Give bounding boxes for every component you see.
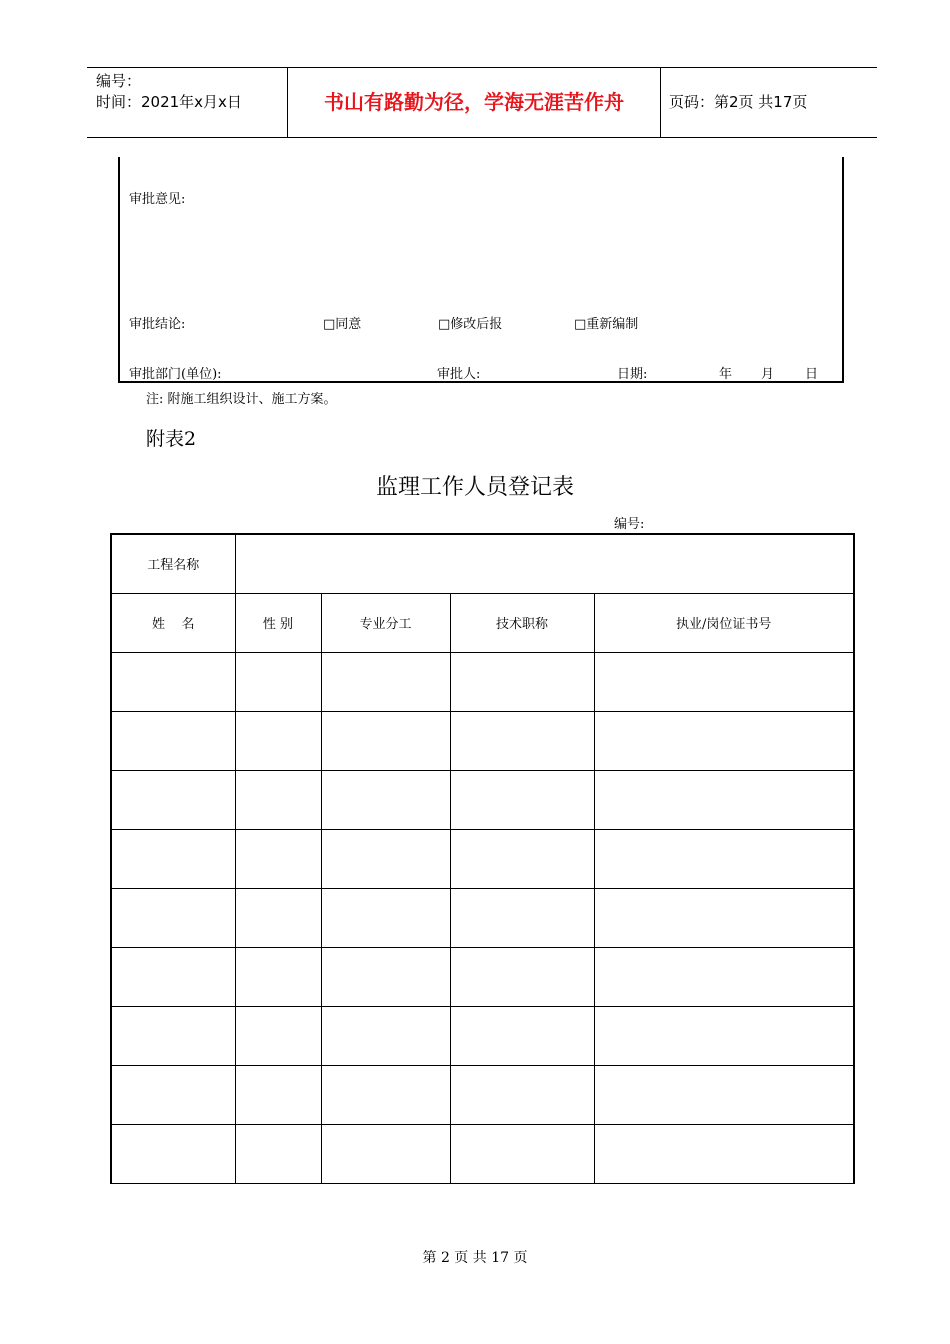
specialty-cell[interactable]	[321, 1065, 450, 1124]
specialty-cell[interactable]	[321, 1006, 450, 1065]
serial-no-label: 编号:	[614, 517, 645, 532]
table-row	[111, 711, 854, 770]
header-motto: 书山有路勤为径，学海无涯苦作舟	[324, 90, 624, 114]
title-cell[interactable]	[450, 1065, 594, 1124]
date-day-label: 日	[805, 367, 819, 382]
gender-cell[interactable]	[235, 711, 321, 770]
table-row	[111, 652, 854, 711]
staff-register-table	[110, 533, 855, 1184]
header-serial-label: 编号：	[96, 72, 142, 90]
col-header-title: 技术职称	[450, 593, 594, 652]
name-cell[interactable]	[111, 888, 235, 947]
col-header-name: 姓 名	[111, 593, 235, 652]
title-cell[interactable]	[450, 947, 594, 1006]
form-title: 监理工作人员登记表	[375, 475, 574, 500]
gender-cell[interactable]	[235, 888, 321, 947]
project-name-label: 工程名称	[111, 534, 235, 593]
table-row	[111, 770, 854, 829]
specialty-cell[interactable]	[321, 1124, 450, 1183]
certificate-cell[interactable]	[594, 829, 854, 888]
option-revise-checkbox[interactable]: □修改后报	[438, 317, 503, 332]
date-month-label: 月	[761, 367, 775, 382]
name-cell[interactable]	[111, 1065, 235, 1124]
certificate-cell[interactable]	[594, 888, 854, 947]
certificate-cell[interactable]	[594, 652, 854, 711]
gender-cell[interactable]	[235, 1065, 321, 1124]
specialty-cell[interactable]	[321, 711, 450, 770]
project-row	[111, 534, 854, 593]
title-cell[interactable]	[450, 1006, 594, 1065]
attachment-label: 附表2	[146, 428, 197, 450]
title-cell[interactable]	[450, 1124, 594, 1183]
option-agree-checkbox[interactable]: □同意	[323, 317, 362, 332]
table-row	[111, 888, 854, 947]
page-footer: 第 2 页 共 17 页	[422, 1250, 528, 1266]
certificate-cell[interactable]	[594, 1124, 854, 1183]
specialty-cell[interactable]	[321, 888, 450, 947]
title-cell[interactable]	[450, 652, 594, 711]
gender-cell[interactable]	[235, 652, 321, 711]
gender-cell[interactable]	[235, 829, 321, 888]
name-cell[interactable]	[111, 947, 235, 1006]
header-page-label: 页码：第2页 共17页	[669, 93, 808, 111]
column-header-row	[111, 593, 854, 652]
table-row	[111, 1124, 854, 1183]
gender-cell[interactable]	[235, 1124, 321, 1183]
name-cell[interactable]	[111, 1006, 235, 1065]
name-cell[interactable]	[111, 652, 235, 711]
certificate-cell[interactable]	[594, 711, 854, 770]
approval-conclusion-label: 审批结论:	[129, 317, 186, 332]
col-header-specialty: 专业分工	[321, 593, 450, 652]
header-time-label: 时间：2021年x月x日	[96, 93, 242, 111]
certificate-cell[interactable]	[594, 1065, 854, 1124]
certificate-cell[interactable]	[594, 1006, 854, 1065]
table-row	[111, 947, 854, 1006]
certificate-cell[interactable]	[594, 947, 854, 1006]
title-cell[interactable]	[450, 711, 594, 770]
approval-note: 注: 附施工组织设计、施工方案。	[146, 392, 337, 407]
table-row	[111, 1006, 854, 1065]
table-row	[111, 1065, 854, 1124]
specialty-cell[interactable]	[321, 770, 450, 829]
certificate-cell[interactable]	[594, 770, 854, 829]
name-cell[interactable]	[111, 1124, 235, 1183]
title-cell[interactable]	[450, 770, 594, 829]
approval-opinion-label: 审批意见:	[129, 192, 186, 207]
name-cell[interactable]	[111, 829, 235, 888]
date-year-label: 年	[719, 367, 733, 382]
page-header	[87, 67, 877, 138]
approval-box	[118, 157, 844, 383]
specialty-cell[interactable]	[321, 829, 450, 888]
title-cell[interactable]	[450, 829, 594, 888]
table-row	[111, 829, 854, 888]
title-cell[interactable]	[450, 888, 594, 947]
specialty-cell[interactable]	[321, 947, 450, 1006]
name-cell[interactable]	[111, 711, 235, 770]
specialty-cell[interactable]	[321, 652, 450, 711]
gender-cell[interactable]	[235, 770, 321, 829]
option-redo-checkbox[interactable]: □重新编制	[574, 317, 639, 332]
approver-label: 审批人:	[437, 367, 481, 382]
header-meta	[96, 71, 242, 113]
approval-date-label: 日期:	[617, 367, 648, 382]
col-header-gender: 性 别	[235, 593, 321, 652]
approval-dept-label: 审批部门(单位):	[129, 367, 222, 382]
project-name-value[interactable]	[235, 534, 854, 593]
name-cell[interactable]	[111, 770, 235, 829]
col-header-certificate: 执业/岗位证书号	[594, 593, 854, 652]
header-divider-right	[660, 68, 661, 137]
gender-cell[interactable]	[235, 947, 321, 1006]
gender-cell[interactable]	[235, 1006, 321, 1065]
